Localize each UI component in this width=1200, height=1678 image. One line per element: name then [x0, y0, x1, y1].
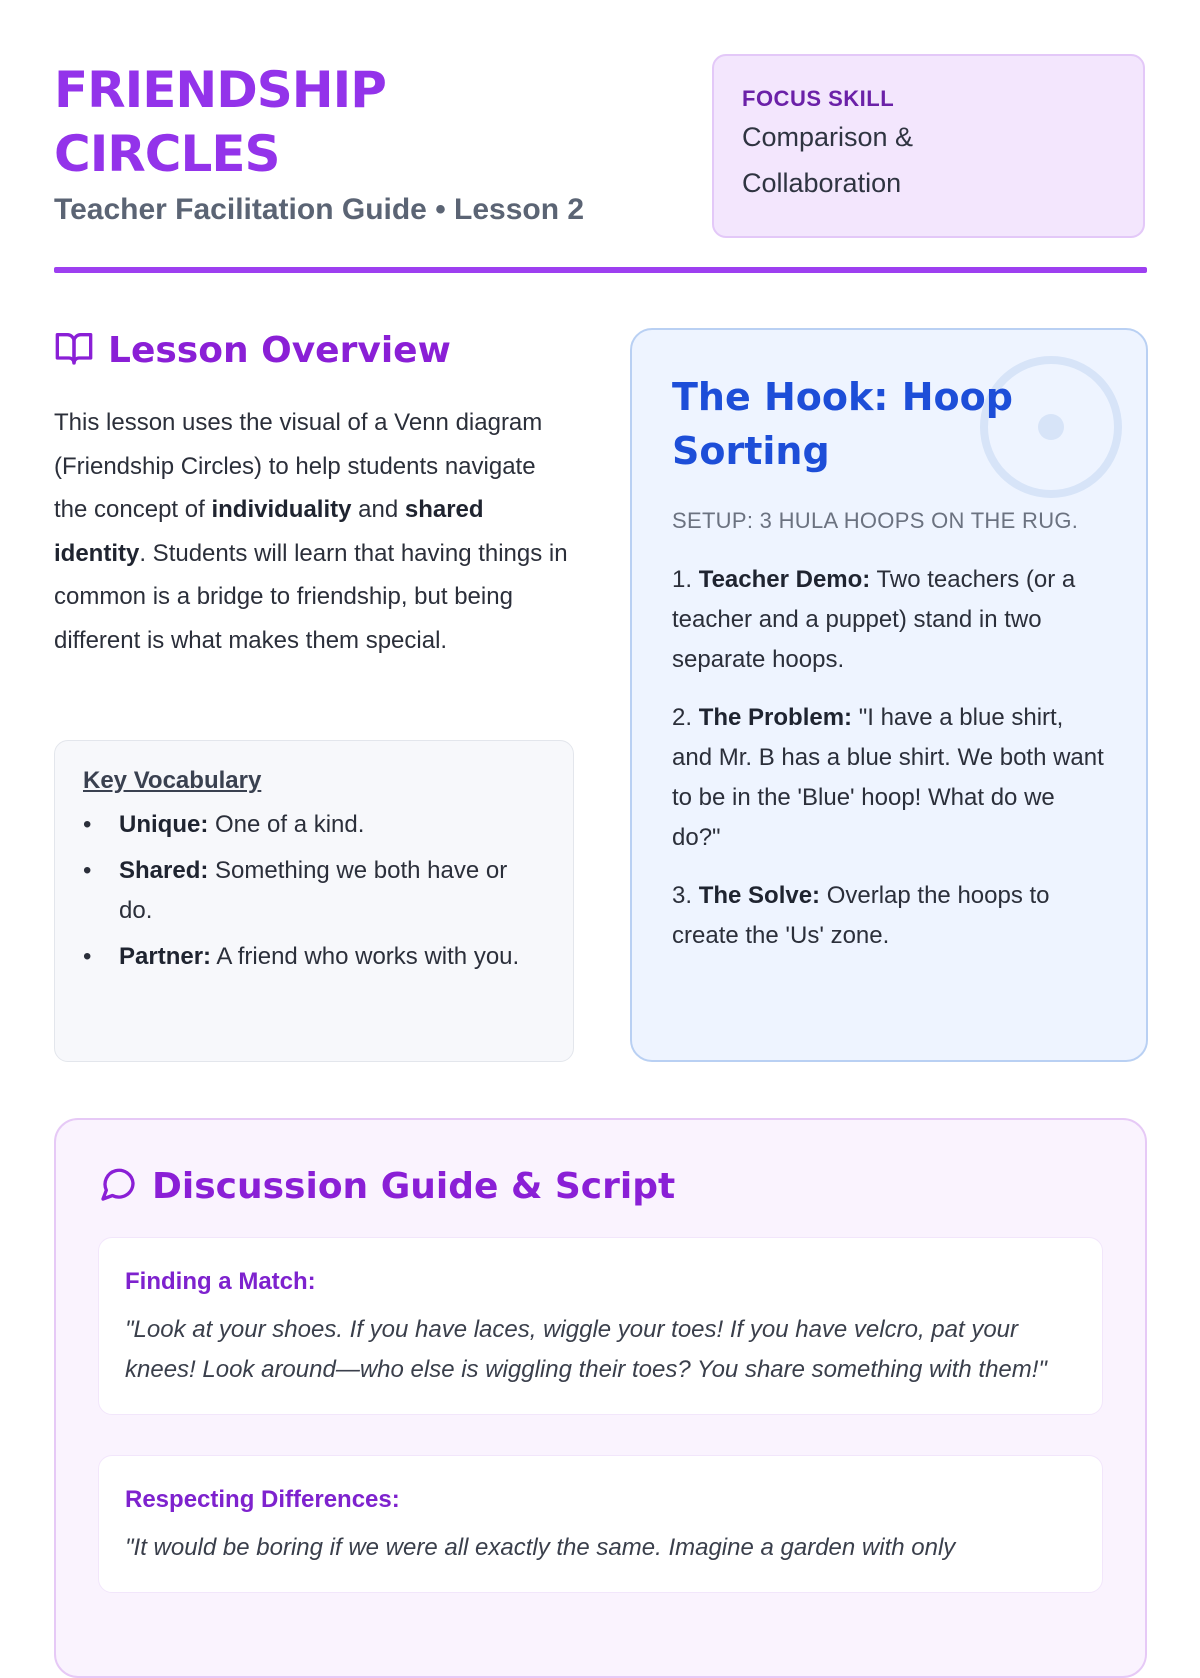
overview-bold-2: shared identity [54, 496, 484, 567]
overview-heading-row [54, 328, 451, 373]
focus-skill-card [712, 54, 1145, 238]
vocab-item [83, 937, 545, 977]
step-text: Overlap the hoops to create the 'Us' zone. [672, 882, 1050, 949]
vocab-item [83, 805, 545, 845]
step-text: Two teachers (or a teacher and a puppet) stand in two separate hoops. [672, 566, 1076, 673]
overview-heading: Lesson Overview [108, 330, 451, 371]
bullet-icon: • [83, 857, 92, 884]
focus-skill-label: FOCUS SKILL [742, 86, 895, 111]
vocab-term: Partner: [119, 943, 212, 970]
page-title: FRIENDSHIP CIRCLES [54, 61, 386, 183]
step-number: 3. [672, 882, 699, 909]
hook-step [672, 698, 1106, 858]
header-divider [54, 267, 1147, 273]
overview-bold-1: individuality [211, 496, 352, 523]
overview-text-3: . Students will learn that having things in common is a bridge to friendship, but being different is what makes them special. [54, 539, 568, 654]
discussion-heading-row [98, 1164, 1103, 1209]
script-card-label: Respecting Differences: [125, 1486, 400, 1513]
step-text: "I have a blue shirt, and Mr. B has a blue shirt. We both want to be in the 'Blue' hoop! What do we do?" [672, 704, 1104, 851]
step-label: Teacher Demo: [698, 566, 871, 593]
header [54, 58, 654, 228]
hook-title: The Hook: Hoop Sorting [672, 375, 1013, 473]
discussion-section [54, 1118, 1147, 1678]
hook-steps [672, 560, 1106, 956]
key-vocabulary-box [54, 740, 574, 1062]
vocab-definition: Something we both have or do. [119, 857, 508, 924]
vocab-definition: One of a kind. [208, 811, 365, 838]
vocabulary-title: Key Vocabulary [83, 767, 262, 794]
step-label: The Solve: [698, 882, 821, 909]
step-label: The Problem: [698, 704, 853, 731]
step-number: 1. [672, 566, 699, 593]
script-card [98, 1237, 1103, 1415]
bullet-icon: • [83, 943, 92, 970]
vocab-definition: A friend who works with you. [211, 943, 520, 970]
hook-step [672, 876, 1106, 956]
hook-step [672, 560, 1106, 680]
bullet-icon: • [83, 811, 92, 838]
script-card-quote: "Look at your shoes. If you have laces, wiggle your toes! If you have velcro, pat your knees! Look around—who else is wiggling their toes? You share something with them!" [125, 1316, 1047, 1383]
step-number: 2. [672, 704, 699, 731]
overview-text-1: This lesson uses the visual of a Venn diagram (Friendship Circles) to help students navigate the concept of [54, 409, 543, 523]
script-card-label: Finding a Match: [125, 1268, 316, 1295]
script-card-quote: "It would be boring if we were all exactly the same. Imagine a garden with only [125, 1534, 956, 1561]
overview-paragraph [54, 401, 574, 662]
script-card [98, 1455, 1103, 1593]
overview-text-2: and [351, 496, 405, 523]
hook-setup: SETUP: 3 HULA HOOPS ON THE RUG. [672, 508, 1079, 533]
chat-bubble-icon [98, 1164, 138, 1209]
discussion-heading: Discussion Guide & Script [152, 1166, 676, 1207]
focus-skill-value: Comparison & Collaboration [742, 122, 914, 198]
hook-card [630, 328, 1148, 1062]
vocab-term: Unique: [119, 811, 209, 838]
vocab-term: Shared: [119, 857, 209, 884]
vocab-item [83, 851, 545, 931]
page-subtitle: Teacher Facilitation Guide • Lesson 2 [54, 193, 585, 226]
book-open-icon [54, 328, 94, 373]
